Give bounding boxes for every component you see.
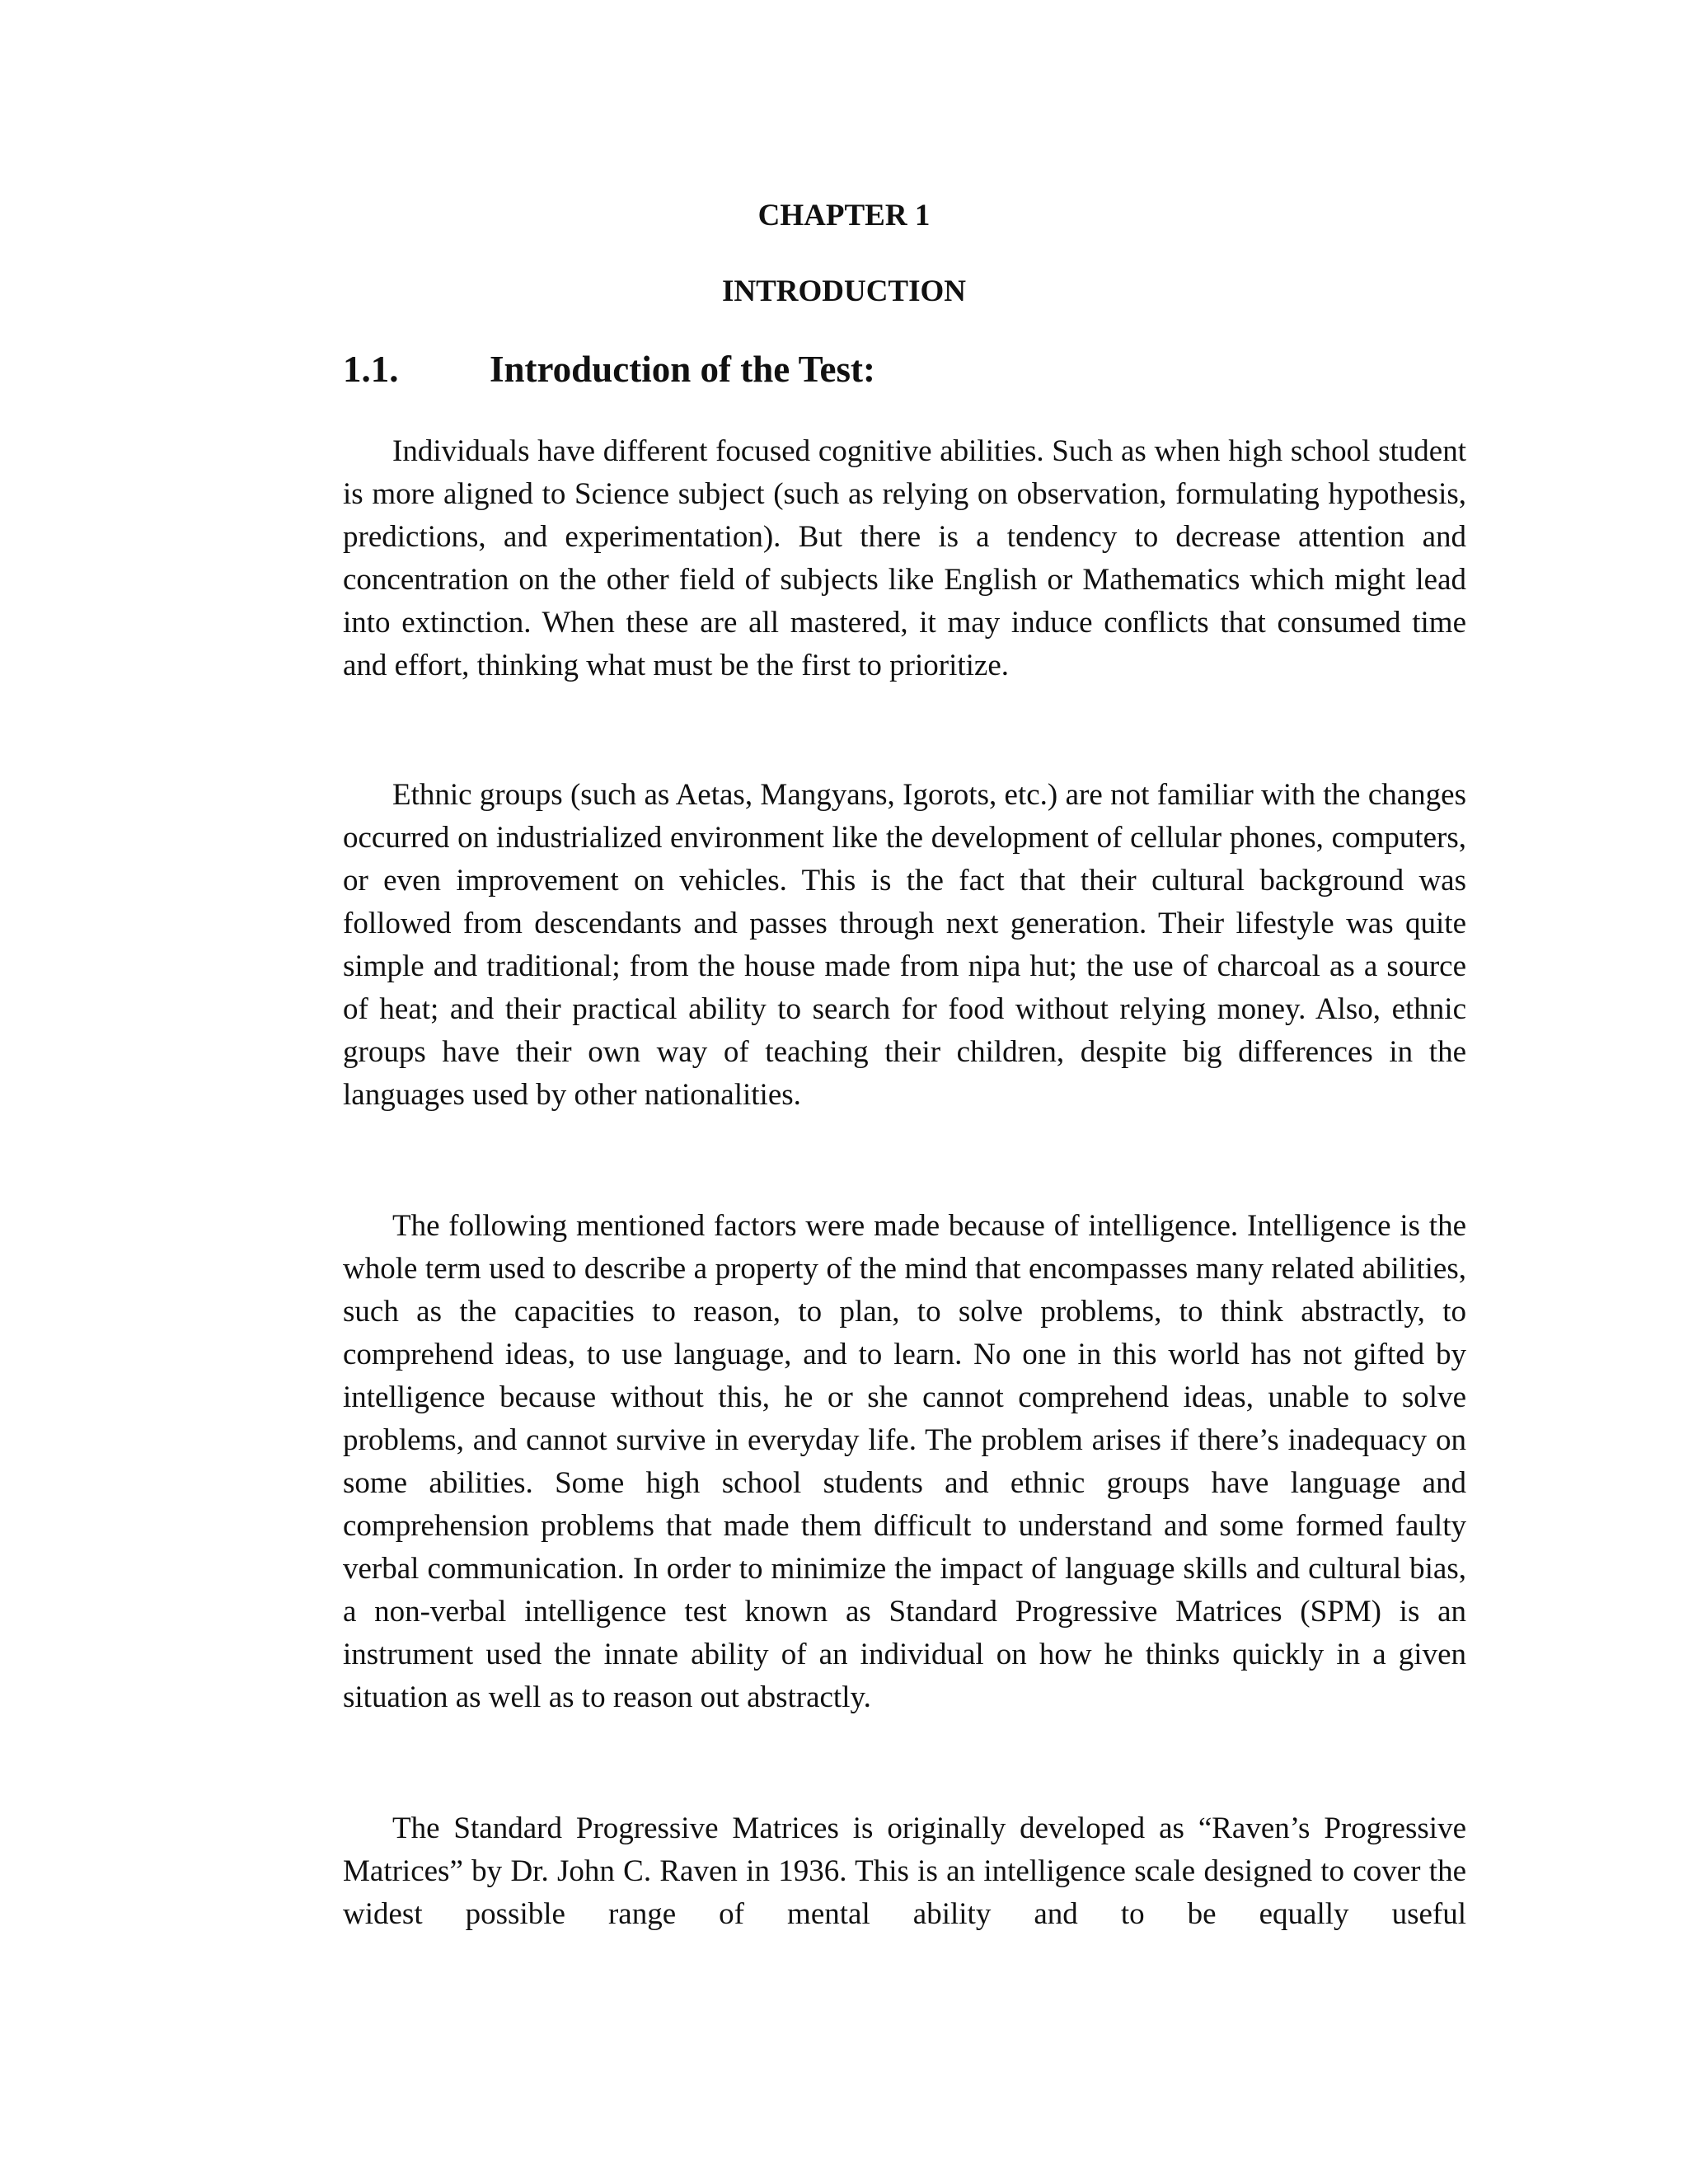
paragraph-standard-progressive-matrices: The Standard Progressive Matrices is originally developed as “Raven’s Progressive Matrices” by Dr. John C. Raven in 1936. This is an intelligence scale designed to cover the widest possible range of mental ability and to be equally useful xyxy=(343,1811,1466,1931)
section-number: 1.1. xyxy=(343,349,399,390)
section-title: Introduction of the Test: xyxy=(490,349,875,390)
paragraph-cognitive-abilities: Individuals have different focused cognitive abilities. Such as when high school student is more aligned to Science subject (such as relying on observation, formulating hypothesis, predictions, and experimentation). But there is a tendency to decrease attention and concentration on the other field of subjects like English or Mathematics which might lead into extinction. When these are all mastered, it may induce conflicts that consumed time and effort, thinking what must be the first to prioritize. xyxy=(343,434,1466,682)
section-heading xyxy=(343,346,1497,392)
chapter-title: INTRODUCTION xyxy=(721,274,967,308)
paragraph-ethnic-groups: Ethnic groups (such as Aetas, Mangyans, Igorots, etc.) are not familiar with the changes occurred on industrialized environment like the development of cellular phones, computers, or even improvement on vehicles. This is the fact that their cultural background was followed from descendants and passes through next generation. Their lifestyle was quite simple and traditional; from the house made from nipa hut; the use of charcoal as a source of heat; and their practical ability to search for food without relying money. Also, ethnic groups have their own way of teaching their children, despite big differences in the languages used by other nationalities. xyxy=(343,778,1466,1112)
chapter-number: CHAPTER 1 xyxy=(757,199,931,232)
paragraph-intelligence: The following mentioned factors were made because of intelligence. Intelligence is the whole term used to describe a property of the mind that encompasses many related abilities, such as the capacities to reason, to plan, to solve problems, to think abstractly, to comprehend ideas, to use language, and to learn. No one in this world has not gifted by intelligence because without this, he or she cannot comprehend ideas, unable to solve problems, and cannot survive in everyday life. The problem arises if there’s inadequacy on some abilities. Some high school students and ethnic groups have language and comprehension problems that made them difficult to understand and some formed faulty verbal communication. In order to minimize the impact of language skills and cultural bias, a non-verbal intelligence test known as Standard Progressive Matrices (SPM) is an instrument used the innate ability of an individual on how he thinks quickly in a given situation as well as to reason out abstractly. xyxy=(343,1209,1466,1714)
